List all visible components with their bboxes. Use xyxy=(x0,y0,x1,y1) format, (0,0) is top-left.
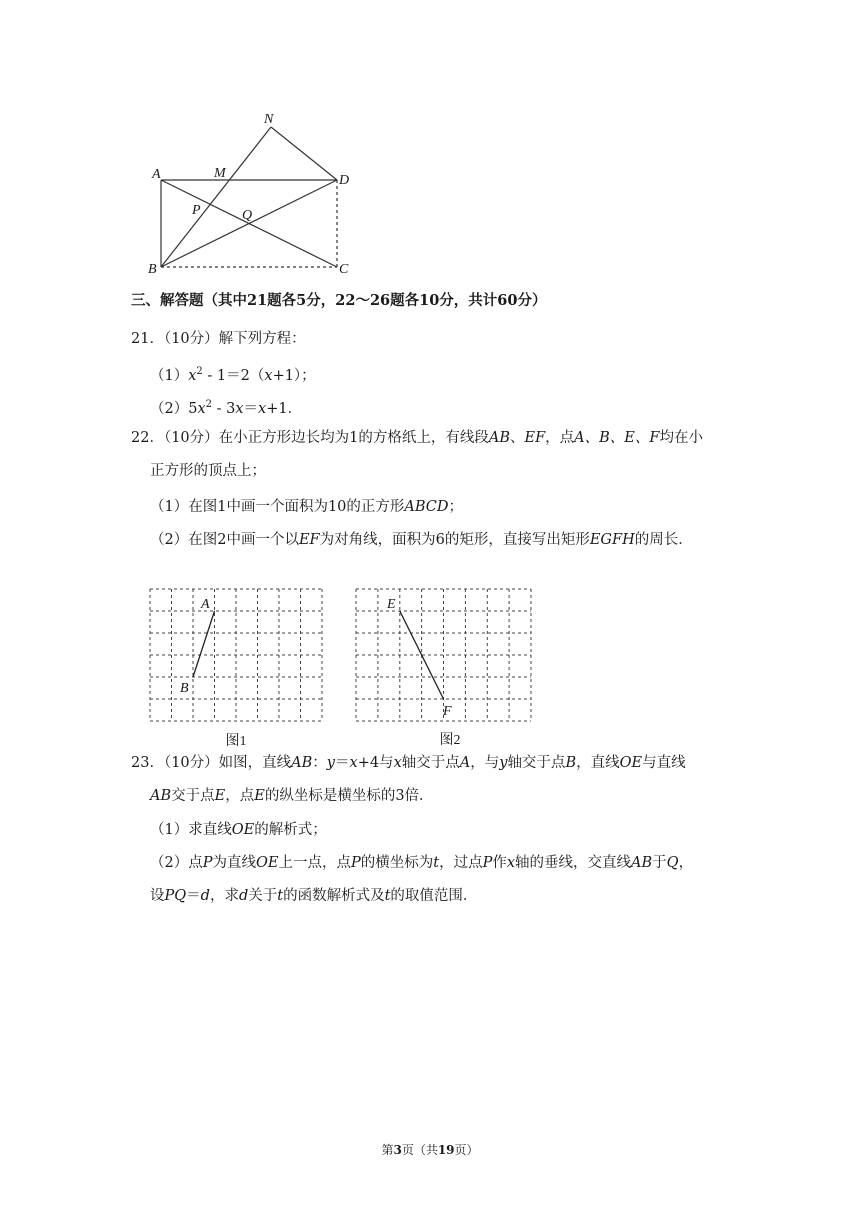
geometry-figure xyxy=(140,105,370,285)
q22-part2: （2）在图2中画一个以EF为对角线，面积为6的矩形，直接写出矩形EGFH的周长． xyxy=(150,532,693,548)
q23-part3: 设PQ＝d，求d关于t的函数解析式及t的取值范围． xyxy=(150,888,478,904)
label-B: B xyxy=(180,681,189,696)
figure-2-caption: 图2 xyxy=(439,733,461,748)
segment-BN xyxy=(161,127,271,267)
q23-line2: AB交于点E，点E的纵坐标是横坐标的3倍． xyxy=(150,788,434,804)
q22-part1: （1）在图1中画一个面积为10的正方形ABCD； xyxy=(150,499,464,515)
figure-1-caption: 图1 xyxy=(225,734,247,749)
label-N: N xyxy=(264,112,274,127)
segment-ND xyxy=(271,127,337,180)
label-B: B xyxy=(148,262,157,277)
label-A: A xyxy=(152,167,161,182)
section-header: 三、解答题（其中21题各5分，22～26题各10分，共计60分） xyxy=(131,292,547,309)
q21-part2: $(2)5x^2 - 3x=x+1$． xyxy=(150,399,303,417)
label-E: E xyxy=(387,597,396,612)
label-Q: Q xyxy=(242,208,253,223)
label-C: C xyxy=(339,262,349,277)
segment-AB xyxy=(193,611,215,677)
grid-figure-1 xyxy=(140,582,330,752)
label-D: D xyxy=(339,173,350,188)
q23-part1: （1）求直线OE的解析式； xyxy=(150,822,327,838)
current-page: 3 xyxy=(393,1143,402,1157)
label-F: F xyxy=(443,704,452,719)
label-M: M xyxy=(214,166,226,181)
q21-title: 21．（10分）解下列方程： xyxy=(131,331,306,347)
total-pages: 19 xyxy=(437,1143,455,1157)
q22-line2: 正方形的顶点上； xyxy=(150,463,266,479)
label-P: P xyxy=(192,203,201,218)
label-A: A xyxy=(201,597,210,612)
page-footer: 第3页（共19页） xyxy=(381,1143,479,1157)
grid-figure-2 xyxy=(346,582,536,752)
q21-part1: $(1)x^2 - 1=2(x+1)$； xyxy=(150,366,316,384)
q23-line1: 23．（10分）如图，直线AB：y＝x+4与x轴交于点A，与y轴交于点B，直线OE与直线 xyxy=(131,755,686,771)
q23-part2: （2）点P为直线OE上一点，点P的横坐标为t，过点P作x轴的垂线，交直线AB于Q， xyxy=(150,855,694,871)
q22-line1: 22．（10分）在小正方形边长均为1的方格纸上，有线段AB、EF，点A、B、E、F均在小 xyxy=(131,430,703,446)
